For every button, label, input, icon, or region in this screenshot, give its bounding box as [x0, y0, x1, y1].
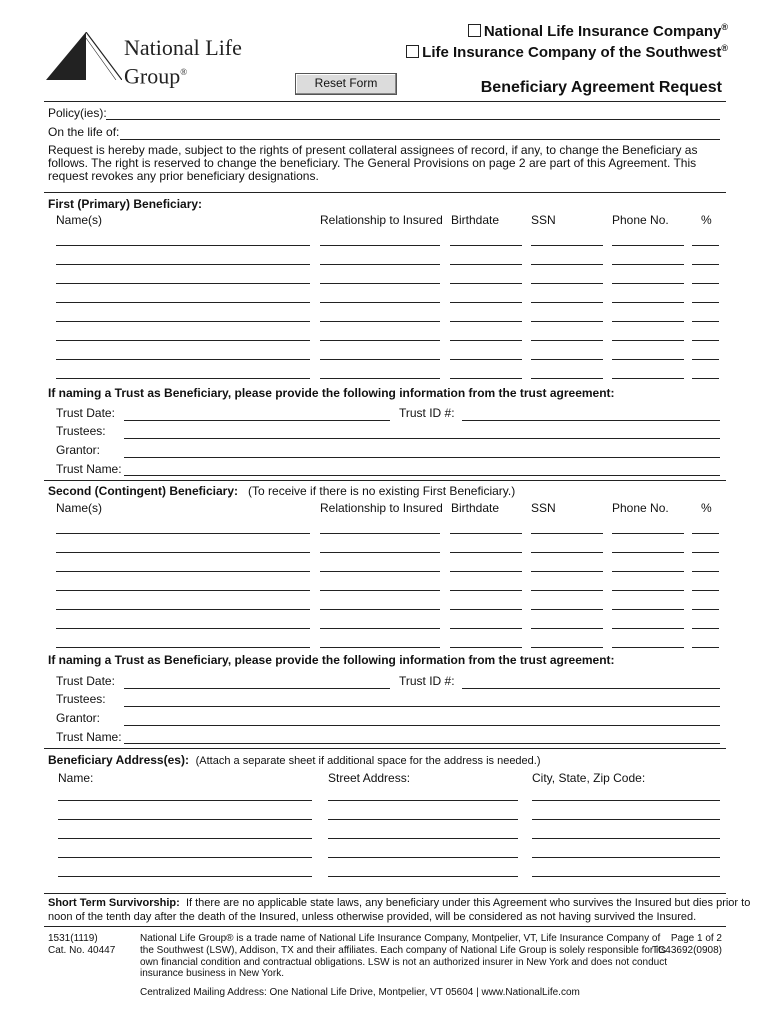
primary-row1-name-field[interactable]	[56, 233, 310, 246]
contingent-row7-percent-field[interactable]	[692, 635, 719, 648]
address-heading: Beneficiary Address(es):	[48, 753, 189, 767]
primary-row7-name-field[interactable]	[56, 347, 310, 360]
contingent-row5-name-field[interactable]	[56, 597, 310, 610]
primary-row6-ssn-field[interactable]	[531, 328, 603, 341]
contingent-header-line	[48, 484, 515, 498]
col-header-percent: %	[701, 213, 712, 227]
contingent-row4-percent-field[interactable]	[692, 578, 719, 591]
contingent-row6-percent-field[interactable]	[692, 616, 719, 629]
trust1-trustees-label: Trustees:	[56, 424, 106, 438]
col-header-phone: Phone No.	[612, 213, 669, 227]
contingent-heading: Second (Contingent) Beneficiary:	[48, 484, 239, 498]
primary-row6-relationship-field[interactable]	[320, 328, 440, 341]
primary-row7-relationship-field[interactable]	[320, 347, 440, 360]
insured-label: On the life of:	[48, 125, 120, 139]
primary-row3-phone-field[interactable]	[612, 271, 684, 284]
reset-form-button[interactable]: Reset Form	[295, 73, 397, 95]
contingent-row1-percent-field[interactable]	[692, 521, 719, 534]
primary-row1-ssn-field[interactable]	[531, 233, 603, 246]
primary-row1-birthdate-field[interactable]	[450, 233, 522, 246]
primary-row1-phone-field[interactable]	[612, 233, 684, 246]
footer-divider	[44, 926, 726, 927]
contingent-row6-phone-field[interactable]	[612, 616, 684, 629]
contingent-row5-phone-field[interactable]	[612, 597, 684, 610]
trust2-id-label: Trust ID #:	[399, 674, 455, 688]
primary-row7-percent-field[interactable]	[692, 347, 719, 360]
logo-reg-mark: ®	[180, 67, 188, 77]
primary-row3-birthdate-field[interactable]	[450, 271, 522, 284]
header-divider	[44, 101, 726, 102]
survivorship-heading: Short Term Survivorship:	[48, 897, 180, 909]
mailing-address: Centralized Mailing Address: One National Life Drive, Montpelier, VT 05604 | www.NationalLife.com	[140, 987, 580, 998]
primary-row5-relationship-field[interactable]	[320, 309, 440, 322]
contingent-col-percent: %	[701, 501, 712, 515]
policy-field[interactable]	[106, 107, 720, 120]
primary-row2-percent-field[interactable]	[692, 252, 719, 265]
col-header-relationship: Relationship to Insured	[320, 213, 443, 227]
primary-row5-percent-field[interactable]	[692, 309, 719, 322]
policy-label: Policy(ies):	[48, 106, 107, 120]
contingent-row1-relationship-field[interactable]	[320, 521, 440, 534]
trust2-divider	[44, 748, 726, 749]
legal-line1: National Life Group® is a trade name of National Life Insurance Company, Montpelier, VT, Life Insurance Company of	[140, 933, 661, 944]
trust1-grantor-field[interactable]	[124, 445, 720, 458]
company-option-national-life[interactable]	[468, 22, 728, 40]
trust2-id-field[interactable]	[462, 676, 720, 689]
address-row3-name-field[interactable]	[58, 826, 312, 839]
survivorship-line1	[48, 897, 750, 909]
contingent-row1-phone-field[interactable]	[612, 521, 684, 534]
primary-row5-ssn-field[interactable]	[531, 309, 603, 322]
contingent-row7-birthdate-field[interactable]	[450, 635, 522, 648]
trust2-name-label: Trust Name:	[56, 730, 122, 744]
page-title: Beneficiary Agreement Request	[480, 79, 722, 96]
trust1-date-field[interactable]	[124, 408, 390, 421]
company2-label: Life Insurance Company of the Southwest	[422, 44, 722, 61]
survivorship-text2: noon of the tenth day after the death of the Insured, unless otherwise provided, will be considered as not having survived the Insured.	[48, 911, 697, 923]
primary-row2-birthdate-field[interactable]	[450, 252, 522, 265]
legal-line4: insurance business in New York.	[140, 968, 284, 979]
contingent-row2-birthdate-field[interactable]	[450, 540, 522, 553]
page-number: Page 1 of 2	[670, 933, 722, 944]
address-divider	[44, 893, 726, 894]
contingent-row4-name-field[interactable]	[56, 578, 310, 591]
primary-row5-name-field[interactable]	[56, 309, 310, 322]
trust1-heading: If naming a Trust as Beneficiary, please provide the following information from the trust agreement:	[48, 386, 615, 400]
contingent-col-phone: Phone No.	[612, 501, 669, 515]
contingent-row1-name-field[interactable]	[56, 521, 310, 534]
company-option-lsw[interactable]	[406, 43, 728, 61]
trust1-id-label: Trust ID #:	[399, 406, 455, 420]
address-row2-street-field[interactable]	[328, 807, 518, 820]
contingent-row3-birthdate-field[interactable]	[450, 559, 522, 572]
contingent-col-birthdate: Birthdate	[451, 501, 500, 515]
address-row3-city-field[interactable]	[532, 826, 720, 839]
trust1-date-label: Trust Date:	[56, 406, 115, 420]
address-note: (Attach a separate sheet if additional space for the address is needed.)	[195, 755, 541, 767]
primary-heading: First (Primary) Beneficiary:	[48, 197, 203, 211]
trust1-name-field[interactable]	[124, 463, 720, 476]
catalog-number: Cat. No. 40447	[48, 945, 116, 956]
address-row5-street-field[interactable]	[328, 864, 518, 877]
trust2-grantor-field[interactable]	[124, 713, 720, 726]
address-row5-name-field[interactable]	[58, 864, 312, 877]
trust2-heading: If naming a Trust as Beneficiary, please provide the following information from the trust agreement:	[48, 653, 615, 667]
contingent-row4-birthdate-field[interactable]	[450, 578, 522, 591]
contingent-row3-ssn-field[interactable]	[531, 559, 603, 572]
national-life-logo-icon	[46, 32, 122, 80]
contingent-col-names: Name(s)	[56, 501, 103, 515]
primary-row4-phone-field[interactable]	[612, 290, 684, 303]
primary-row3-ssn-field[interactable]	[531, 271, 603, 284]
address-col-name: Name:	[58, 771, 94, 785]
primary-row3-percent-field[interactable]	[692, 271, 719, 284]
primary-row6-percent-field[interactable]	[692, 328, 719, 341]
contingent-row6-birthdate-field[interactable]	[450, 616, 522, 629]
intro-text: Request is hereby made, subject to the rights of present collateral assignees of record, if any, to change the Beneficiary as follows. The right is reserved to change the beneficiary. The General Provisions on page 2 are part of this Agreement. This request revokes any prior beneficiary designations.	[48, 143, 698, 183]
primary-row4-relationship-field[interactable]	[320, 290, 440, 303]
contingent-row5-birthdate-field[interactable]	[450, 597, 522, 610]
primary-row6-phone-field[interactable]	[612, 328, 684, 341]
contingent-row6-ssn-field[interactable]	[531, 616, 603, 629]
company1-label: National Life Insurance Company	[483, 23, 722, 40]
trust2-name-field[interactable]	[124, 731, 720, 744]
contingent-row7-ssn-field[interactable]	[531, 635, 603, 648]
address-row5-city-field[interactable]	[532, 864, 720, 877]
legal-line3: own financial condition and contractual obligations. LSW is not an authorized insurer in New York and does not conduct	[140, 957, 667, 968]
primary-row4-ssn-field[interactable]	[531, 290, 603, 303]
trust2-trustees-label: Trustees:	[56, 692, 106, 706]
intro-divider	[44, 192, 726, 193]
trust2-date-label: Trust Date:	[56, 674, 115, 688]
primary-row6-name-field[interactable]	[56, 328, 310, 341]
address-row4-city-field[interactable]	[532, 845, 720, 858]
address-header-line	[48, 753, 541, 767]
trust2-date-field[interactable]	[124, 676, 390, 689]
primary-row2-phone-field[interactable]	[612, 252, 684, 265]
primary-row7-birthdate-field[interactable]	[450, 347, 522, 360]
primary-row4-name-field[interactable]	[56, 290, 310, 303]
trust2-grantor-label: Grantor:	[56, 711, 101, 725]
contingent-row2-name-field[interactable]	[56, 540, 310, 553]
primary-row4-percent-field[interactable]	[692, 290, 719, 303]
contingent-row1-ssn-field[interactable]	[531, 521, 603, 534]
primary-row3-relationship-field[interactable]	[320, 271, 440, 284]
primary-row2-ssn-field[interactable]	[531, 252, 603, 265]
contingent-row5-relationship-field[interactable]	[320, 597, 440, 610]
address-row4-street-field[interactable]	[328, 845, 518, 858]
national-life-checkbox[interactable]	[468, 24, 481, 37]
trust1-name-label: Trust Name:	[56, 462, 122, 476]
legal-line2: the Southwest (LSW), Addison, TX and their affiliates. Each company of National Life Group is solely responsible for its	[140, 945, 667, 956]
contingent-row2-relationship-field[interactable]	[320, 540, 440, 553]
logo-text-line1: National Life	[124, 35, 242, 60]
contingent-row7-name-field[interactable]	[56, 635, 310, 648]
primary-row7-ssn-field[interactable]	[531, 347, 603, 360]
trust1-divider	[44, 480, 726, 481]
contingent-row2-percent-field[interactable]	[692, 540, 719, 553]
address-row3-street-field[interactable]	[328, 826, 518, 839]
logo-text-line2	[124, 60, 187, 88]
contingent-row3-phone-field[interactable]	[612, 559, 684, 572]
contingent-row3-name-field[interactable]	[56, 559, 310, 572]
survivorship-text1: If there are no applicable state laws, any beneficiary under this Agreement who survives the Insured but dies prior to	[185, 897, 751, 909]
address-col-city: City, State, Zip Code:	[532, 771, 646, 785]
contingent-row4-ssn-field[interactable]	[531, 578, 603, 591]
trust1-trustees-field[interactable]	[124, 426, 720, 439]
contingent-row4-phone-field[interactable]	[612, 578, 684, 591]
address-row1-name-field[interactable]	[58, 788, 312, 801]
contingent-row6-relationship-field[interactable]	[320, 616, 440, 629]
company2-reg-mark: ®	[721, 43, 728, 53]
primary-row4-birthdate-field[interactable]	[450, 290, 522, 303]
primary-row8-percent-field[interactable]	[692, 366, 719, 379]
address-col-street: Street Address:	[328, 771, 411, 785]
primary-row2-name-field[interactable]	[56, 252, 310, 265]
insured-field[interactable]	[120, 127, 720, 140]
col-header-names: Name(s)	[56, 213, 103, 227]
col-header-ssn: SSN	[531, 213, 556, 227]
address-row2-city-field[interactable]	[532, 807, 720, 820]
primary-row8-relationship-field[interactable]	[320, 366, 440, 379]
contingent-col-ssn: SSN	[531, 501, 556, 515]
address-row1-street-field[interactable]	[328, 788, 518, 801]
primary-row5-birthdate-field[interactable]	[450, 309, 522, 322]
primary-row1-percent-field[interactable]	[692, 233, 719, 246]
primary-row8-phone-field[interactable]	[612, 366, 684, 379]
contingent-row7-relationship-field[interactable]	[320, 635, 440, 648]
primary-row8-ssn-field[interactable]	[531, 366, 603, 379]
primary-row7-phone-field[interactable]	[612, 347, 684, 360]
contingent-row5-ssn-field[interactable]	[531, 597, 603, 610]
form-code: TC43692(0908)	[651, 945, 722, 956]
primary-row8-name-field[interactable]	[56, 366, 310, 379]
contingent-row5-percent-field[interactable]	[692, 597, 719, 610]
address-row2-name-field[interactable]	[58, 807, 312, 820]
contingent-row3-percent-field[interactable]	[692, 559, 719, 572]
contingent-col-relationship: Relationship to Insured	[320, 501, 443, 515]
form-number: 1531(1119)	[48, 933, 98, 944]
primary-row5-phone-field[interactable]	[612, 309, 684, 322]
primary-row2-relationship-field[interactable]	[320, 252, 440, 265]
logo-text-group: Group	[124, 63, 181, 89]
contingent-row7-phone-field[interactable]	[612, 635, 684, 648]
contingent-row2-ssn-field[interactable]	[531, 540, 603, 553]
lsw-checkbox[interactable]	[406, 45, 419, 58]
address-row1-city-field[interactable]	[532, 788, 720, 801]
trust1-id-field[interactable]	[462, 408, 720, 421]
company1-reg-mark: ®	[721, 22, 728, 32]
contingent-row2-phone-field[interactable]	[612, 540, 684, 553]
trust2-trustees-field[interactable]	[124, 694, 720, 707]
primary-row8-birthdate-field[interactable]	[450, 366, 522, 379]
contingent-row4-relationship-field[interactable]	[320, 578, 440, 591]
primary-row3-name-field[interactable]	[56, 271, 310, 284]
contingent-row6-name-field[interactable]	[56, 616, 310, 629]
col-header-birthdate: Birthdate	[451, 213, 500, 227]
primary-row1-relationship-field[interactable]	[320, 233, 440, 246]
contingent-row3-relationship-field[interactable]	[320, 559, 440, 572]
address-row4-name-field[interactable]	[58, 845, 312, 858]
primary-row6-birthdate-field[interactable]	[450, 328, 522, 341]
contingent-row1-birthdate-field[interactable]	[450, 521, 522, 534]
trust1-grantor-label: Grantor:	[56, 443, 101, 457]
contingent-note: (To receive if there is no existing First Beneficiary.)	[248, 484, 516, 498]
